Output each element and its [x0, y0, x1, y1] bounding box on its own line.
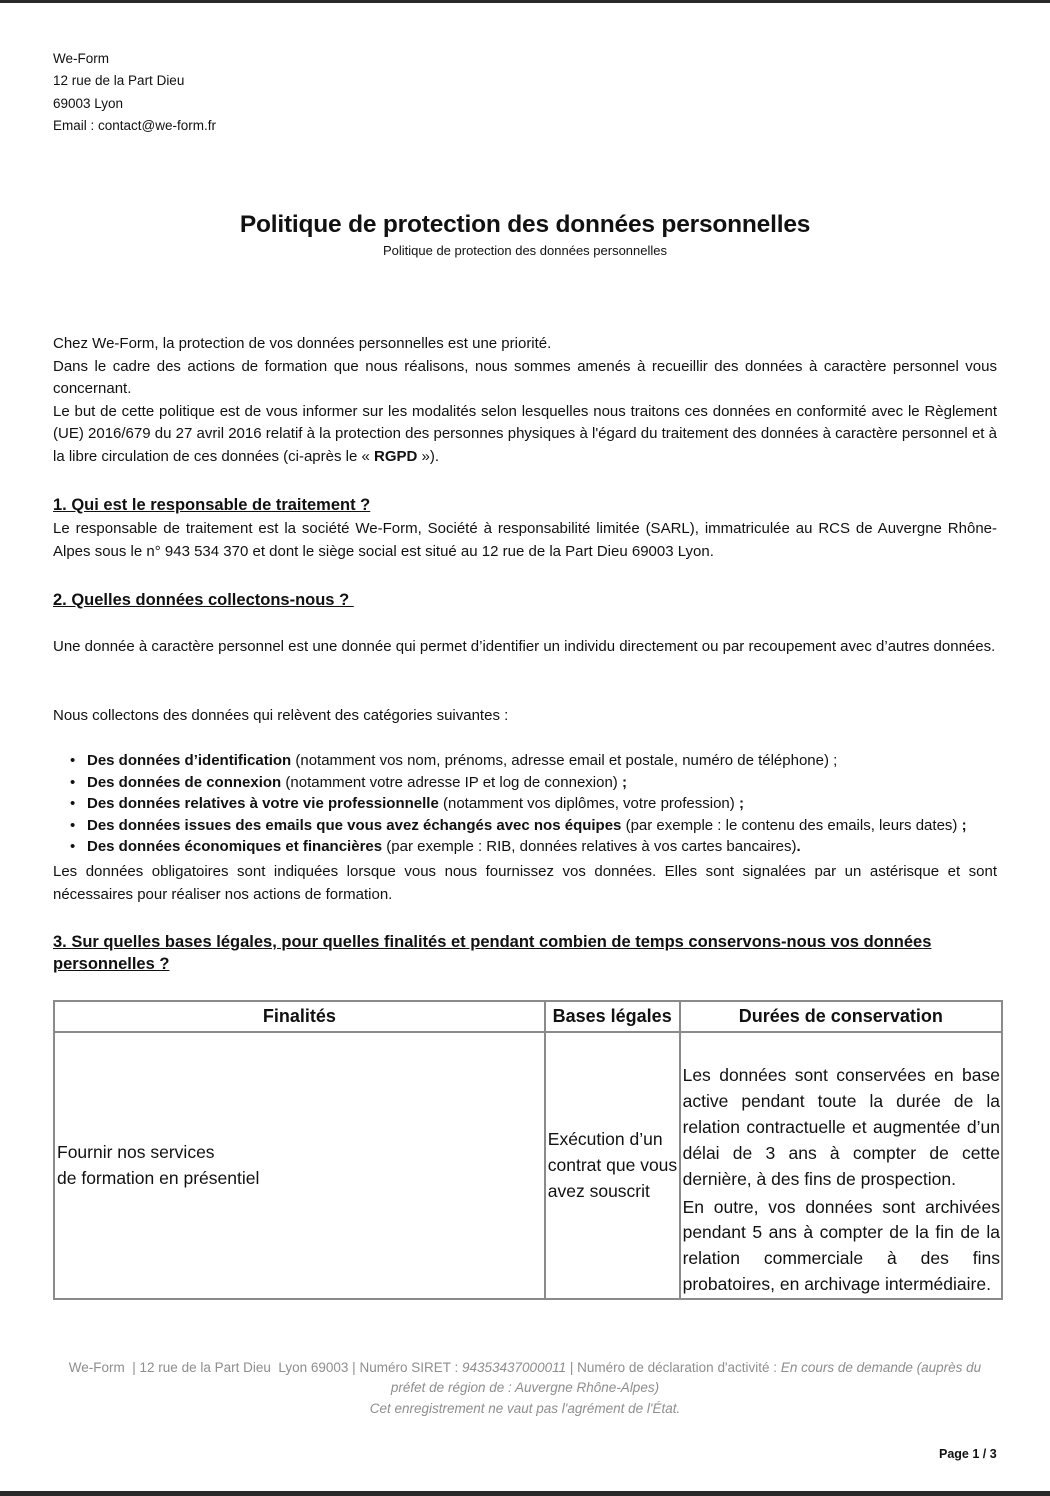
retention-active: Les données sont conservées en base active pendant toute la durée de la relation contractuelle et augmentée d’un délai de 3 ans à compter de cette dernière, à des fins de prospection.	[682, 1065, 1000, 1189]
sender-company: We-Form	[53, 51, 109, 66]
section-1-heading: 1. Qui est le responsable de traitement ?	[53, 496, 371, 514]
category-end: .	[796, 838, 801, 856]
category-detail: (notamment votre adresse IP et log de connexion)	[281, 773, 618, 791]
category-name: Des données de connexion	[87, 773, 282, 791]
document-title: Politique de protection des données personnelles	[239, 211, 811, 238]
footer-disclaimer: Cet enregistrement ne vaut pas l'agrément de l'État.	[369, 1400, 681, 1416]
purpose-line-2: de formation en présentiel	[57, 1167, 260, 1188]
category-end: ;	[734, 795, 744, 813]
section-3-heading: 3. Sur quelles bases légales, pour quelles finalités et pendant combien de temps conservons-nous vos données personnelles ?	[53, 933, 932, 973]
category-name: Des données économiques et financières	[87, 838, 383, 856]
personal-data-definition: Une donnée à caractère personnel est une donnée qui permet d’identifier un individu directement ou par recoupement avec d’autres données.	[53, 638, 996, 655]
list-item	[70, 750, 1000, 772]
category-detail: (notamment vos diplômes, votre profession)	[438, 795, 735, 813]
footer-address: | 12 rue de la Part Dieu Lyon 69003 | Numéro SIRET :	[128, 1360, 462, 1375]
footer-siret: 94353437000011	[461, 1360, 567, 1375]
category-name: Des données relatives à votre vie professionnelle	[87, 795, 439, 813]
category-end: ;	[957, 816, 967, 834]
intro-line-2: Dans le cadre des actions de formation que nous réalisons, nous sommes amenés à recueillir des données à caractère personnel vous concernant.	[53, 357, 997, 398]
window-bottom-edge	[0, 1491, 1050, 1496]
table-row	[54, 1032, 1002, 1299]
rgpd-term: RGPD	[374, 447, 418, 465]
table-header-row	[54, 1001, 1002, 1032]
column-header-legal-basis: Bases légales	[545, 1001, 680, 1032]
intro-line-3	[53, 401, 997, 469]
list-item	[70, 836, 1000, 858]
cell-purpose	[54, 1032, 545, 1299]
retention-table	[53, 1000, 1003, 1300]
document-subtitle: Politique de protection des données personnelles	[382, 243, 668, 258]
column-header-purposes: Finalités	[54, 1001, 545, 1032]
list-item	[70, 815, 1000, 837]
intro-line-1: Chez We-Form, la protection de vos données personnelles est une priorité.	[53, 335, 552, 352]
category-detail: (par exemple : le contenu des emails, leurs dates)	[621, 816, 958, 834]
category-name: Des données d’identification	[87, 752, 292, 769]
sender-email: Email : contact@we-form.fr	[53, 117, 216, 133]
footer-company: We-Form	[68, 1360, 129, 1375]
footer-declaration-label: | Numéro de déclaration d'activité :	[566, 1360, 781, 1375]
document-header	[0, 209, 1050, 261]
section-2-heading: 2. Quelles données collectons-nous ?	[53, 591, 354, 609]
page-number: Page 1 / 3	[939, 1447, 997, 1461]
retention-archive: En outre, vos données sont archivées pendant 5 ans à compter de la fin de la relation commerciale à des fins probatoires, en archivage intermédiaire.	[682, 1196, 1000, 1295]
list-item	[70, 772, 1000, 794]
intro-line-3-end: »).	[417, 447, 440, 465]
sender-address-block	[53, 48, 216, 137]
cell-retention	[680, 1032, 1002, 1299]
column-header-retention: Durées de conservation	[680, 1001, 1002, 1032]
list-item	[70, 793, 1000, 815]
data-categories-list	[70, 750, 1000, 858]
categories-intro: Nous collectons des données qui relèvent des catégories suivantes :	[53, 707, 509, 724]
purpose-line-1: Fournir nos services	[57, 1141, 215, 1162]
intro-line-3-text: Le but de cette politique est de vous informer sur les modalités selon lesquelles nous traitons ces données en conformité avec le Règlement (UE) 2016/679 du 27 avril 2016 relatif à la protection des personnes physiques à l'égard du traitement des données à caractère personnel et à la libre circulation de ces données (ci-après le «	[53, 402, 997, 465]
mandatory-data-note: Les données obligatoires sont indiquées lorsque vous nous fournissez vos données. Elles sont signalées par un astérisque et sont nécessaires pour réaliser nos actions de formation.	[53, 863, 997, 903]
category-name: Des données issues des emails que vous avez échangés avec nos équipes	[87, 816, 622, 834]
window-top-edge	[0, 0, 1050, 3]
sender-city: 69003 Lyon	[53, 95, 124, 111]
category-detail: (par exemple : RIB, données relatives à vos cartes bancaires)	[382, 838, 797, 856]
footer-declaration-status: En cours de demande (auprès du préfet de région de : Auvergne Rhône-Alpes)	[390, 1360, 982, 1396]
category-end: ;	[617, 773, 627, 791]
page-footer	[60, 1358, 990, 1419]
intro-paragraphs	[53, 333, 997, 469]
sender-street: 12 rue de la Part Dieu	[53, 73, 185, 89]
cell-legal-basis: Exécution d’un contrat que vous avez souscrit	[545, 1032, 680, 1299]
category-detail: (notamment vos nom, prénoms, adresse email et postale, numéro de téléphone) ;	[291, 752, 838, 769]
section-1-text: Le responsable de traitement est la société We-Form, Société à responsabilité limitée (SARL), immatriculée au RCS de Auvergne Rhône-Alpes sous le n° 943 534 370 et dont le siège social est situé au 12 rue de la Part Dieu 69003 Lyon.	[53, 520, 997, 560]
